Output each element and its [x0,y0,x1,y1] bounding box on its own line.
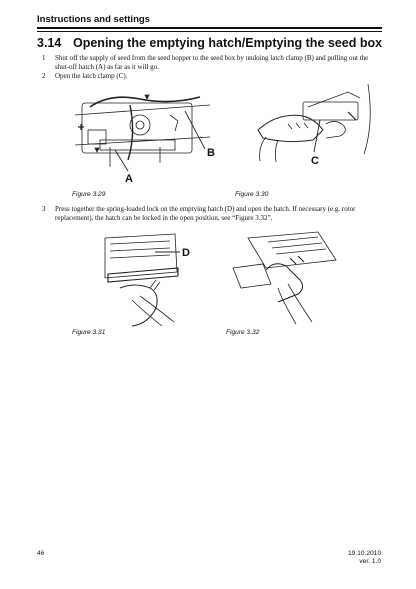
step-text: Open the latch clamp (C). [55,72,128,80]
step-text: Press together the spring-loaded lock on the emptying hatch (D) and open the hatch. If necessary (e.g. rotor replacement), the hatch can be locked in the open position, see “Figure 3.32”. [55,205,356,222]
step-number: 2 [42,72,46,80]
figure-3-31-illustration [100,230,210,330]
section-number: 3.14 [37,36,62,50]
page-number: 46 [37,550,45,557]
footer-date: 19.10.2010 [347,550,381,557]
footer-version: ver. 1.0 [359,558,381,565]
step-number: 1 [42,54,46,62]
step-1 [42,54,382,71]
section-heading: Opening the emptying hatch/Emptying the seed box [73,36,383,50]
section-title [37,36,382,50]
footer-meta [348,550,381,566]
figure-caption: Figure 3.30 [235,191,269,198]
figure-caption: Figure 3.32 [226,329,260,336]
label-b: B [207,147,215,159]
running-header: Instructions and settings [37,14,150,25]
header-rule-thin [37,31,382,32]
step-2 [42,72,382,81]
step-text: Shut off the supply of seed from the seed hopper to the seed box by undoing latch clamp (B) and pulling out the shut-off hatch (A) as far as it will go. [55,54,369,71]
step-3 [42,205,382,222]
label-d: D [182,247,190,259]
figure-3-30-illustration [248,82,376,167]
figure-caption: Figure 3.31 [72,329,106,336]
label-a: A [125,173,133,185]
header-rule-thick [37,27,382,29]
step-number: 3 [42,205,46,213]
figure-3-29-illustration [70,85,215,185]
figure-caption: Figure 3.29 [72,191,106,198]
figure-3-32-illustration [228,228,338,328]
label-c: C [311,155,319,167]
